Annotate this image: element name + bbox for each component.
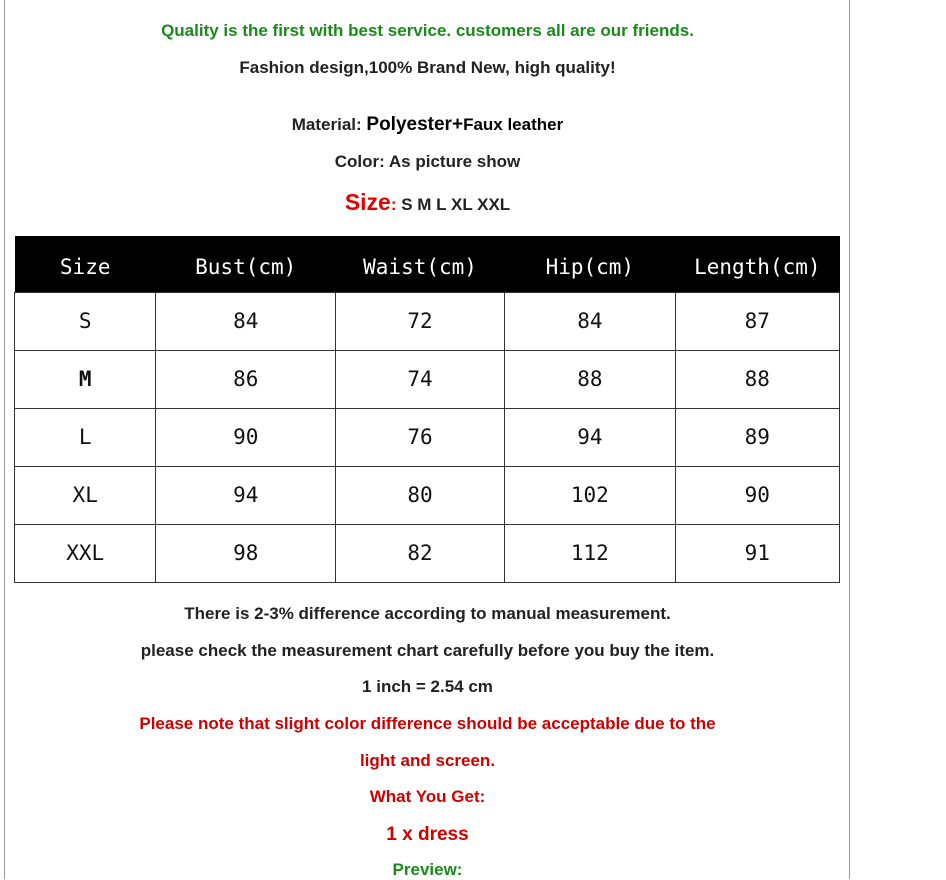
cell-hip: 112 bbox=[505, 524, 676, 582]
table-row bbox=[15, 466, 840, 524]
cell-bust: 98 bbox=[156, 524, 336, 582]
cell-hip: 88 bbox=[505, 350, 676, 408]
color-line: Color: As picture show bbox=[334, 152, 521, 171]
cell-bust: 84 bbox=[156, 292, 336, 350]
header-size: Size bbox=[15, 236, 156, 292]
what-you-get-heading: What You Get: bbox=[369, 787, 486, 806]
size-values: : S M L XL XXL bbox=[390, 195, 511, 214]
size-label: Size bbox=[344, 189, 391, 215]
tagline: Quality is the first with best service. customers all are our friends. bbox=[161, 21, 694, 40]
header-bust: Bust(cm) bbox=[156, 236, 336, 292]
table-row bbox=[15, 408, 840, 466]
cell-length: 90 bbox=[675, 466, 839, 524]
cell-bust: 90 bbox=[156, 408, 336, 466]
material-value-polyester: Polyester+ bbox=[366, 114, 464, 135]
preview-heading: Preview: bbox=[392, 860, 463, 879]
product-subtitle: Fashion design,100% Brand New, high quality! bbox=[239, 58, 616, 77]
cell-bust: 94 bbox=[156, 466, 336, 524]
cell-hip: 94 bbox=[505, 408, 676, 466]
cell-length: 87 bbox=[675, 292, 839, 350]
material-line bbox=[4, 114, 851, 136]
size-chart-table bbox=[14, 236, 840, 583]
measurement-difference-note: There is 2-3% difference according to manual measurement. bbox=[184, 604, 671, 623]
cell-length: 89 bbox=[675, 408, 839, 466]
cell-waist: 72 bbox=[336, 292, 505, 350]
cell-length: 91 bbox=[675, 524, 839, 582]
cell-size: XL bbox=[15, 466, 156, 524]
table-row bbox=[15, 292, 840, 350]
cell-size: L bbox=[15, 408, 156, 466]
material-label: Material: bbox=[291, 115, 367, 134]
header-hip: Hip(cm) bbox=[505, 236, 676, 292]
color-difference-note-cont: light and screen. bbox=[359, 751, 496, 770]
table-row bbox=[15, 524, 840, 582]
cell-size: XXL bbox=[15, 524, 156, 582]
cell-waist: 74 bbox=[336, 350, 505, 408]
cell-hip: 102 bbox=[505, 466, 676, 524]
color-difference-note: Please note that slight color difference should be acceptable due to the bbox=[139, 714, 716, 733]
table-row bbox=[15, 350, 840, 408]
cell-bust: 86 bbox=[156, 350, 336, 408]
cell-length: 88 bbox=[675, 350, 839, 408]
cell-hip: 84 bbox=[505, 292, 676, 350]
inch-conversion-note: 1 inch = 2.54 cm bbox=[362, 677, 493, 696]
cell-waist: 82 bbox=[336, 524, 505, 582]
cell-waist: 76 bbox=[336, 408, 505, 466]
cell-waist: 80 bbox=[336, 466, 505, 524]
measurement-check-note: please check the measurement chart carefully before you buy the item. bbox=[140, 641, 715, 660]
size-values-text: S M L XL XXL bbox=[396, 195, 511, 214]
header-length: Length(cm) bbox=[675, 236, 839, 292]
package-contents: 1 x dress bbox=[386, 824, 469, 845]
cell-size: S bbox=[15, 292, 156, 350]
header-waist: Waist(cm) bbox=[336, 236, 505, 292]
size-line bbox=[4, 189, 851, 216]
size-chart-header-row bbox=[15, 236, 840, 292]
cell-size: M bbox=[15, 350, 156, 408]
material-value-leather: Faux leather bbox=[463, 115, 564, 134]
